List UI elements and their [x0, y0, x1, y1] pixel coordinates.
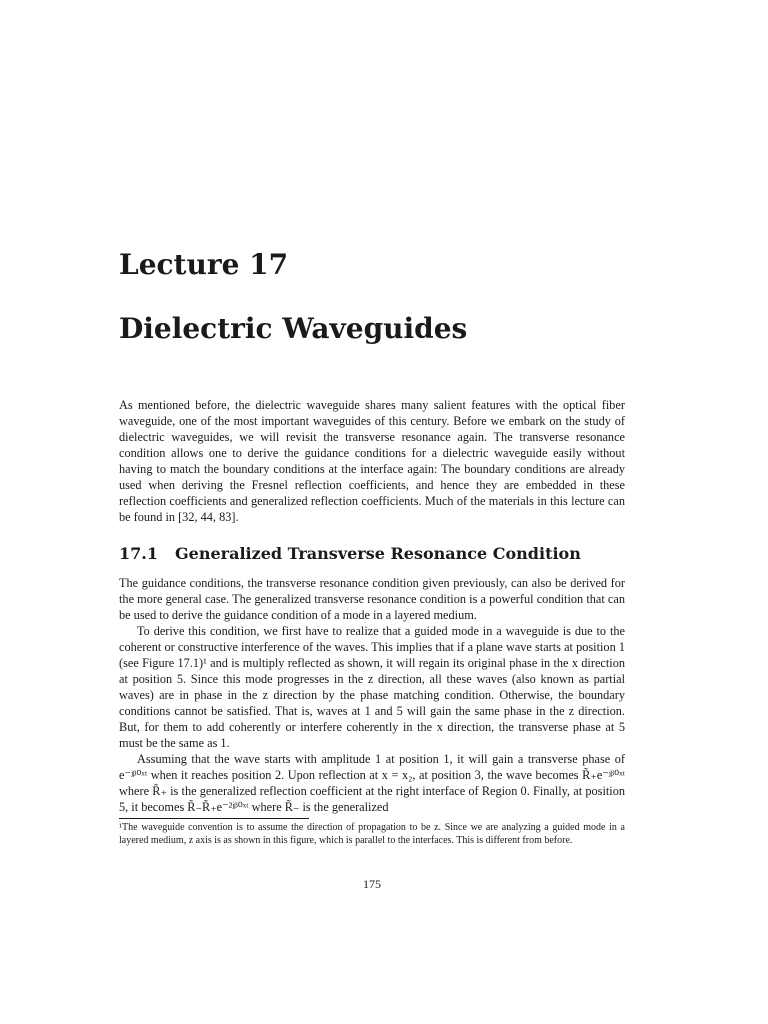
body-paragraph-3: Assuming that the wave starts with amplitude 1 at position 1, it will gain a transverse phase of e⁻ʲᵝ⁰ˣᵗ when it reaches position 2. Upon reflection at x = x₂, at position 3, the wave becomes R̃₊e⁻ʲᵝ⁰ˣᵗ where R̃₊ is the generalized reflection coefficient at the right interface of Region 0. Finally, at position 5, it becomes R̃₋R̃₊e⁻²ʲᵝ⁰ˣᵗ where R̃₋ is the generalized — [119, 752, 625, 814]
lecture-label: Lecture 17 — [119, 248, 289, 281]
section-body — [119, 575, 625, 815]
section-number: 17.1 — [119, 544, 158, 563]
intro-paragraph: As mentioned before, the dielectric waveguide shares many salient features with the optical fiber waveguide, one of the most important waveguides of this century. Before we embark on the study of dielectric waveguides, we will revisit the transverse resonance again. The transverse resonance condition allows one to derive the guidance conditions for a dielectric waveguide easily without having to match the boundary conditions at the interface again: The boundary conditions are already used when deriving the Fresnel reflection coefficients, and hence they are embedded in these reflection coefficients and generalized reflection coefficients. Much of the materials in this lecture can be found in [32, 44, 83]. — [119, 398, 625, 524]
chapter-title: Dielectric Waveguides — [119, 312, 468, 345]
footnote: ¹The waveguide convention is to assume the direction of propagation to be z. Since we are analyzing a guided mode in a layered medium, z axis is as shown in this figure, which is parallel to the interfaces. This is different from before. — [119, 822, 625, 846]
body-paragraph-2: To derive this condition, we first have to realize that a guided mode in a waveguide is due to the coherent or constructive interference of the waves. This implies that if a plane wave starts at position 1 (see Figure 17.1)¹ and is multiply reflected as shown, it will regain its original phase in the x direction at position 5. Since this mode progresses in the z direction, all these waves (also known as partial waves) are in phase in the z direction by the phase matching condition. Otherwise, the boundary conditions cannot be satisfied. That is, waves at 1 and 5 will gain the same phase in the z direction. But, for them to add coherently or interfere coherently in the x direction, the transverse phase at 5 must be the same as 1. — [119, 624, 625, 750]
footnote-divider — [119, 818, 309, 819]
body-paragraph-1: The guidance conditions, the transverse resonance condition given previously, can also be derived for the more general case. The generalized transverse resonance condition is a powerful condition that can be used to derive the guidance condition of a mode in a layered medium. — [119, 576, 625, 622]
page-number: 175 — [363, 877, 381, 891]
section-title: Generalized Transverse Resonance Condition — [175, 544, 581, 563]
section-heading — [119, 544, 581, 563]
